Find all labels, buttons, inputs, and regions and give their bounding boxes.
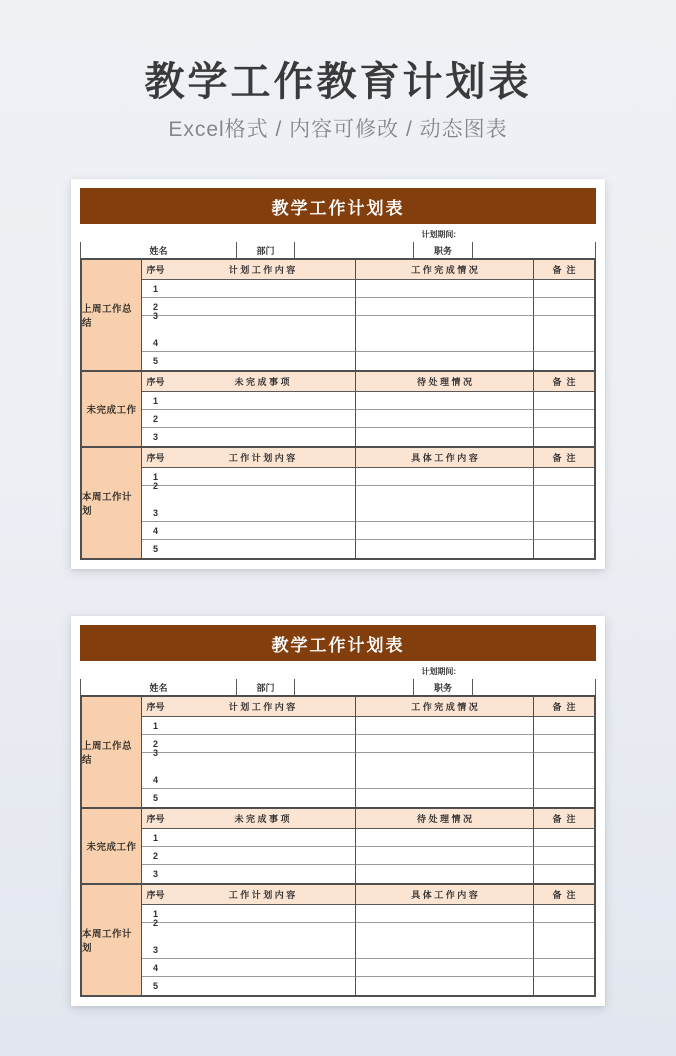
header-no: 序号	[146, 265, 165, 275]
header-content-cell	[142, 372, 356, 392]
header-content-cell	[142, 260, 356, 280]
header-content-cell	[142, 697, 356, 717]
row-note-cell-merged[interactable]	[534, 486, 594, 522]
header-note-cell	[534, 372, 594, 392]
header-status: 待 处 理 情 况	[416, 814, 472, 824]
row-content-cell-merged[interactable]	[142, 917, 356, 959]
row-content-cell[interactable]	[142, 829, 356, 847]
row-status-cell[interactable]	[356, 789, 534, 807]
header-status: 具 体 工 作 内 容	[411, 453, 478, 463]
page-title: 教学工作教育计划表	[144, 60, 532, 104]
row-index: 1	[152, 395, 158, 406]
position-label: 职务	[414, 242, 473, 258]
row-note-cell[interactable]	[534, 392, 594, 410]
row-index: 5	[152, 981, 158, 991]
header-content: 计 划 工 作 内 容	[228, 702, 296, 712]
period-label: 计划期间:	[421, 230, 456, 239]
header-note: 备 注	[552, 702, 576, 712]
header-content: 计 划 工 作 内 容	[228, 265, 296, 275]
row-content-cell[interactable]	[142, 847, 356, 865]
header-content-cell	[142, 809, 356, 829]
row-content-cell[interactable]	[142, 522, 356, 540]
row-index: 5	[152, 356, 158, 366]
row-index: 4	[152, 525, 158, 536]
row-content-cell[interactable]	[142, 352, 356, 370]
row-index: 5	[152, 544, 158, 554]
header-content: 未 完 成 事 项	[234, 814, 290, 824]
header-no: 序号	[146, 453, 165, 463]
row-content-cell[interactable]	[142, 540, 356, 558]
header-status: 工 作 完 成 情 况	[411, 702, 478, 712]
header-content-cell	[142, 885, 356, 905]
header-status-cell	[356, 372, 534, 392]
row-content-cell[interactable]	[142, 735, 356, 753]
section-last-week-summary	[82, 260, 594, 370]
position-label: 职务	[414, 679, 473, 695]
period-label: 计划期间:	[421, 667, 456, 676]
row-note-cell[interactable]	[534, 847, 594, 865]
row-note-cell-merged[interactable]	[534, 316, 594, 352]
row-note-cell-merged[interactable]	[534, 923, 594, 959]
header-note: 备 注	[552, 814, 576, 824]
row-content-cell-merged[interactable]	[142, 310, 356, 352]
row-index: 1	[152, 283, 158, 294]
row-content-cell[interactable]	[142, 428, 356, 446]
row-status-cell-merged[interactable]	[356, 753, 534, 789]
row-content-cell[interactable]	[142, 789, 356, 807]
section-this-week-plan	[82, 883, 594, 995]
row-index: 3	[152, 944, 158, 955]
header-note-cell	[534, 448, 594, 468]
header-note: 备 注	[552, 890, 576, 900]
header-note-cell	[534, 260, 594, 280]
section-group-label: 未完成工作	[82, 372, 142, 446]
header-status-cell	[356, 260, 534, 280]
row-note-cell[interactable]	[534, 829, 594, 847]
plan-card-2	[71, 616, 605, 1006]
row-note-cell[interactable]	[534, 468, 594, 486]
section-unfinished-work	[82, 370, 594, 446]
row-note-cell[interactable]	[534, 977, 594, 995]
row-note-cell[interactable]	[534, 428, 594, 446]
row-note-cell[interactable]	[534, 410, 594, 428]
row-note-cell[interactable]	[534, 352, 594, 370]
name-label: 姓名	[81, 242, 237, 258]
info-row	[80, 679, 596, 695]
row-note-cell[interactable]	[534, 735, 594, 753]
section-group-label: 上周工作总结	[82, 260, 142, 370]
row-status-cell[interactable]	[356, 428, 534, 446]
department-value-cell[interactable]	[295, 679, 414, 695]
header-no: 序号	[146, 702, 165, 712]
row-status-cell[interactable]	[356, 847, 534, 865]
card-title-bar: 教学工作计划表	[80, 625, 596, 661]
row-status-cell[interactable]	[356, 865, 534, 883]
header-status-cell	[356, 448, 534, 468]
header-no: 序号	[146, 814, 165, 824]
section-group-label: 未完成工作	[82, 809, 142, 883]
row-index: 2	[152, 850, 158, 861]
row-index: 1	[152, 832, 158, 843]
row-index: 3	[152, 869, 158, 879]
row-index: 5	[152, 793, 158, 803]
section-this-week-plan	[82, 446, 594, 558]
row-note-cell[interactable]	[534, 540, 594, 558]
row-note-cell[interactable]	[534, 865, 594, 883]
row-status-cell[interactable]	[356, 392, 534, 410]
row-content-cell[interactable]	[142, 959, 356, 977]
row-note-cell-merged[interactable]	[534, 753, 594, 789]
period-row	[80, 665, 596, 679]
row-note-cell[interactable]	[534, 280, 594, 298]
plan-card-1	[71, 179, 605, 569]
header-note: 备 注	[552, 377, 576, 387]
plan-table	[80, 695, 596, 997]
row-content-cell[interactable]	[142, 865, 356, 883]
plan-card	[71, 179, 605, 569]
section-last-week-summary	[82, 697, 594, 807]
row-index: 2	[152, 917, 158, 928]
header-note: 备 注	[552, 453, 576, 463]
header-note-cell	[534, 697, 594, 717]
section-group-label: 本周工作计划	[82, 448, 142, 558]
row-content-cell[interactable]	[142, 280, 356, 298]
row-content-cell[interactable]	[142, 298, 356, 316]
header-status-cell	[356, 809, 534, 829]
row-status-cell[interactable]	[356, 280, 534, 298]
row-index: 3	[152, 747, 158, 758]
header-no: 序号	[146, 377, 165, 387]
header-content-cell	[142, 448, 356, 468]
page-header	[0, 0, 676, 143]
period-row	[80, 228, 596, 242]
row-note-cell[interactable]	[534, 522, 594, 540]
row-status-cell[interactable]	[356, 540, 534, 558]
row-status-cell[interactable]	[356, 468, 534, 486]
row-note-cell[interactable]	[534, 959, 594, 977]
row-index: 4	[152, 337, 158, 348]
row-note-cell[interactable]	[534, 298, 594, 316]
row-note-cell[interactable]	[534, 789, 594, 807]
header-status: 工 作 完 成 情 况	[411, 265, 478, 275]
position-value-cell[interactable]	[473, 679, 595, 695]
section-group-label: 本周工作计划	[82, 885, 142, 995]
row-content-cell[interactable]	[142, 905, 356, 923]
row-content-cell[interactable]	[142, 977, 356, 995]
header-note: 备 注	[552, 265, 576, 275]
header-content: 工 作 计 划 内 容	[228, 890, 296, 900]
row-status-cell[interactable]	[356, 977, 534, 995]
header-status-cell	[356, 697, 534, 717]
row-index: 4	[152, 774, 158, 785]
row-content-cell[interactable]	[142, 468, 356, 486]
row-index: 2	[152, 301, 158, 312]
row-index: 1	[152, 908, 158, 919]
row-status-cell[interactable]	[356, 829, 534, 847]
plan-table	[80, 258, 596, 560]
header-content: 未 完 成 事 项	[234, 377, 290, 387]
row-index: 1	[152, 720, 158, 731]
row-index: 2	[152, 413, 158, 424]
row-index: 1	[152, 471, 158, 482]
row-status-cell[interactable]	[356, 522, 534, 540]
row-status-cell-merged[interactable]	[356, 316, 534, 352]
row-index: 2	[152, 480, 158, 491]
row-status-cell-merged[interactable]	[356, 486, 534, 522]
header-no: 序号	[146, 890, 165, 900]
header-note-cell	[534, 809, 594, 829]
row-index: 3	[152, 507, 158, 518]
row-note-cell[interactable]	[534, 717, 594, 735]
row-status-cell[interactable]	[356, 410, 534, 428]
row-index: 2	[152, 738, 158, 749]
department-label: 部门	[237, 242, 295, 258]
row-index: 3	[152, 310, 158, 321]
row-content-cell[interactable]	[142, 392, 356, 410]
info-row	[80, 242, 596, 258]
row-status-cell[interactable]	[356, 905, 534, 923]
header-note-cell	[534, 885, 594, 905]
row-status-cell[interactable]	[356, 735, 534, 753]
row-index: 3	[152, 432, 158, 442]
row-note-cell[interactable]	[534, 905, 594, 923]
card-title-bar: 教学工作计划表	[80, 188, 596, 224]
section-group-label: 上周工作总结	[82, 697, 142, 807]
row-content-cell[interactable]	[142, 410, 356, 428]
row-status-cell[interactable]	[356, 959, 534, 977]
page-subtitle: Excel格式 / 内容可修改 / 动态图表	[168, 118, 508, 141]
row-status-cell[interactable]	[356, 352, 534, 370]
row-status-cell[interactable]	[356, 717, 534, 735]
department-label: 部门	[237, 679, 295, 695]
header-status-cell	[356, 885, 534, 905]
row-status-cell-merged[interactable]	[356, 923, 534, 959]
department-value-cell[interactable]	[295, 242, 414, 258]
name-label: 姓名	[81, 679, 237, 695]
row-status-cell[interactable]	[356, 298, 534, 316]
row-index: 4	[152, 962, 158, 973]
header-content: 工 作 计 划 内 容	[228, 453, 296, 463]
header-status: 待 处 理 情 况	[416, 377, 472, 387]
row-content-cell[interactable]	[142, 717, 356, 735]
plan-card	[71, 616, 605, 1006]
header-status: 具 体 工 作 内 容	[411, 890, 478, 900]
position-value-cell[interactable]	[473, 242, 595, 258]
section-unfinished-work	[82, 807, 594, 883]
row-content-cell-merged[interactable]	[142, 480, 356, 522]
row-content-cell-merged[interactable]	[142, 747, 356, 789]
